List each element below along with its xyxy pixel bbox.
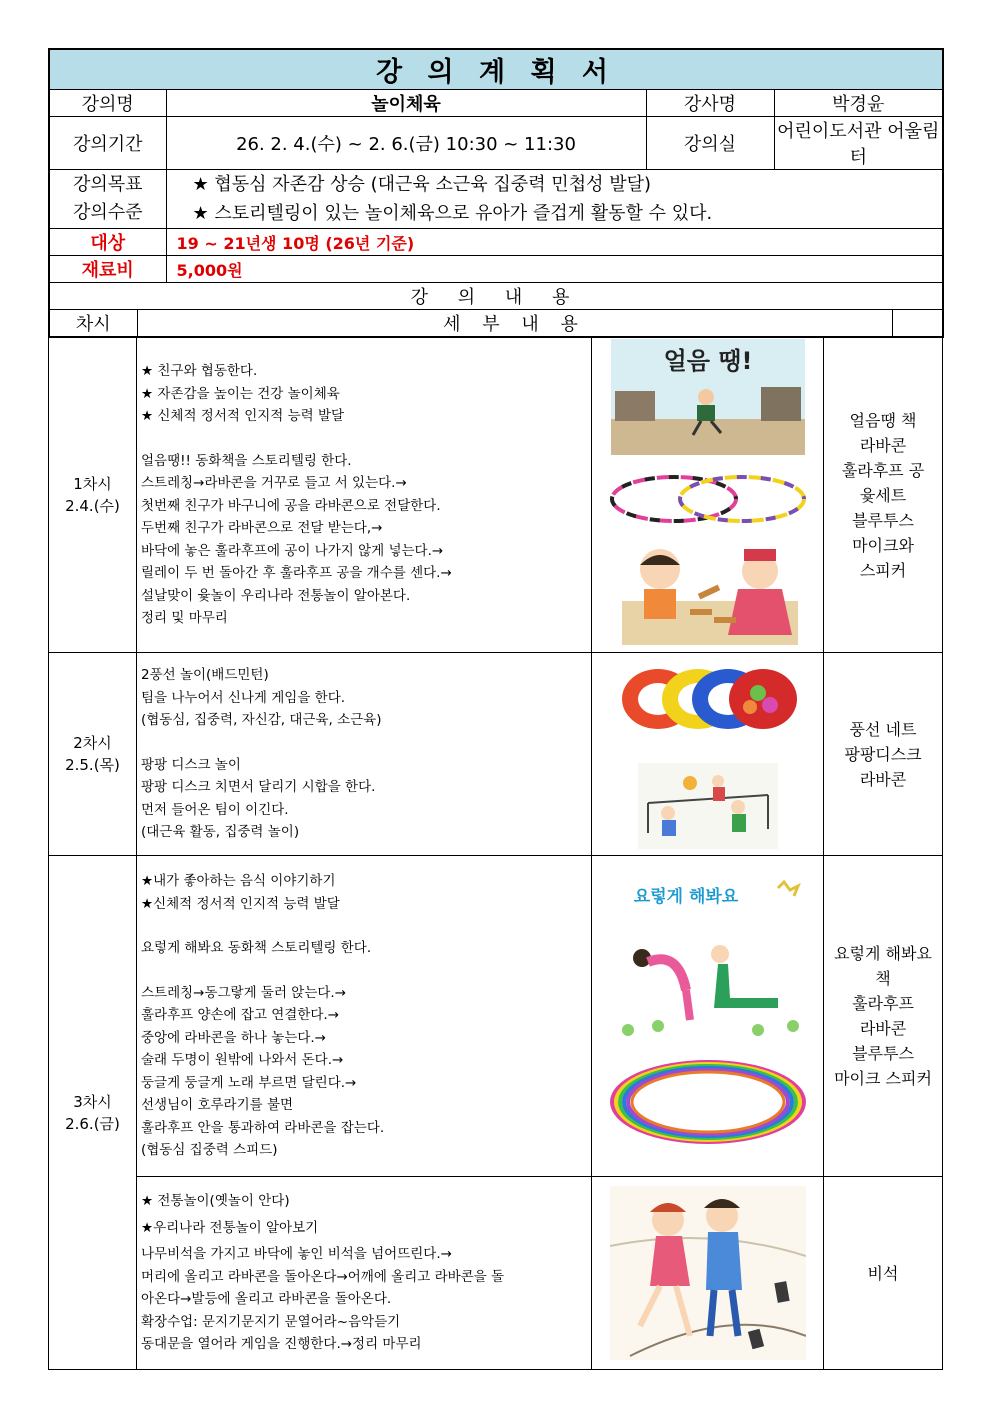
period-value: 26. 2. 4.(수) ~ 2. 6.(금) 10:30 ~ 11:30 bbox=[166, 117, 646, 170]
goal-level-labels bbox=[49, 170, 166, 229]
detail-line: 설날맞이 윷놀이 우리나라 전통놀이 알아본다. bbox=[141, 587, 411, 604]
lecture-plan-sheet bbox=[48, 48, 942, 1353]
detail-line: 두번째 친구가 라바콘으로 전달 받는다,→ bbox=[141, 520, 383, 537]
detail-line: 먼저 들어온 팀이 이긴다. bbox=[141, 801, 289, 818]
detail-line: 술래 두명이 원밖에 나와서 돈다.→ bbox=[141, 1052, 344, 1069]
detail-line: ★ 친구와 협동한다. bbox=[141, 363, 258, 380]
course-value: 놀이체육 bbox=[166, 90, 646, 117]
hula-hoops-image bbox=[608, 469, 808, 529]
detail-line: ★내가 좋아하는 음식 이야기하기 bbox=[141, 873, 336, 890]
room-value: 어린이도서관 어울림터 bbox=[774, 117, 943, 170]
prep-item: 책 bbox=[875, 969, 891, 988]
session-2-cell bbox=[49, 653, 137, 856]
rainbow-hoops-image bbox=[608, 1052, 808, 1152]
disk-game-image bbox=[638, 763, 778, 849]
prep-item: 요렇게 해봐요 bbox=[834, 944, 932, 963]
book-title-3: 요렇게 해봐요 bbox=[633, 887, 738, 907]
session-1-date: 2.4.(수) bbox=[65, 497, 120, 515]
session-3-prep bbox=[824, 856, 943, 1177]
prep-item: 마이크 스피커 bbox=[834, 1069, 932, 1088]
prep-item: 라바콘 bbox=[859, 1019, 907, 1038]
session-1-images bbox=[592, 338, 824, 653]
book-cover-do-it-like-this bbox=[608, 880, 808, 1040]
detail-line: ★우리나라 전통놀이 알아보기 bbox=[141, 1219, 319, 1236]
col-session-header: 차시 bbox=[49, 310, 137, 338]
level-value: ★ 스토리텔링이 있는 놀이체육으로 유아가 즐겁게 활동할 수 있다. bbox=[192, 203, 713, 224]
session-1-detail bbox=[137, 338, 592, 653]
session-3-extra-image bbox=[592, 1177, 824, 1370]
session-3-extra-prep: 비석 bbox=[824, 1177, 943, 1370]
session-1-label: 1차시 bbox=[73, 475, 112, 493]
session-2-images bbox=[592, 653, 824, 856]
detail-line: (협동심 집중력 스피드) bbox=[141, 1142, 278, 1159]
detail-line: ★ 신체적 정서적 인지적 능력 발달 bbox=[141, 408, 345, 425]
detail-line: ★ 자존감을 높이는 건강 놀이체육 bbox=[141, 385, 340, 402]
fee-label: 재료비 bbox=[49, 256, 166, 283]
detail-line: 릴레이 두 번 돌아간 후 훌라후프 공을 개수를 센다.→ bbox=[141, 565, 452, 582]
goal-label: 강의목표 bbox=[72, 174, 143, 195]
session-table bbox=[48, 337, 943, 1370]
detail-line: 아온다→발등에 올리고 라바콘을 돌아온다. bbox=[141, 1291, 392, 1308]
target-value: 19 ~ 21년생 10명 (26년 기준) bbox=[166, 229, 943, 256]
lecture-plan-table bbox=[48, 48, 944, 338]
detail-line: 훌라후프 양손에 잡고 연결한다.→ bbox=[141, 1007, 340, 1024]
detail-line: (협동심, 집중력, 자신감, 대근육, 소근육) bbox=[141, 712, 382, 729]
book-cover-freeze-tag bbox=[611, 339, 805, 455]
prep-item: 윷세트 bbox=[859, 485, 907, 505]
session-3-label: 3차시 bbox=[73, 1092, 112, 1111]
room-label: 강의실 bbox=[646, 117, 774, 170]
prep-item: 팡팡디스크 bbox=[844, 744, 922, 764]
level-label: 강의수준 bbox=[72, 202, 143, 223]
target-label: 대상 bbox=[49, 229, 166, 256]
detail-line: 2풍선 놀이(배드민턴) bbox=[141, 667, 269, 684]
period-label: 강의기간 bbox=[49, 117, 166, 170]
detail-line: 중앙에 라바콘을 하나 놓는다.→ bbox=[141, 1029, 326, 1046]
prep-item: 라바콘 bbox=[859, 769, 907, 789]
course-label: 강의명 bbox=[49, 90, 166, 117]
prep-item: 풍선 네트 bbox=[849, 719, 917, 739]
detail-line: (대근육 활동, 집중력 놀이) bbox=[141, 824, 300, 841]
detail-line: 확장수업: 문지기문지기 문열어라~음악듣기 bbox=[141, 1313, 401, 1330]
content-heading: 강 의 내 용 bbox=[49, 283, 943, 310]
prep-item: 라바콘 bbox=[859, 435, 907, 455]
balloon-net-image bbox=[618, 659, 798, 739]
detail-line: 머리에 올리고 라바콘을 돌아온다→어깨에 올리고 라바콘을 돌 bbox=[141, 1268, 505, 1285]
detail-line: ★신체적 정서적 인지적 능력 발달 bbox=[141, 895, 340, 912]
detail-line: 동대문을 열어라 게임을 진행한다.→정리 마무리 bbox=[141, 1336, 422, 1353]
detail-line: 스트레칭→라바콘을 거꾸로 들고 서 있는다.→ bbox=[141, 475, 407, 492]
detail-line: 요렇게 해봐요 동화책 스토리텔링 한다. bbox=[141, 940, 372, 957]
instructor-value: 박경윤 bbox=[774, 90, 943, 117]
session-2-prep bbox=[824, 653, 943, 856]
session-2-detail bbox=[137, 653, 592, 856]
detail-line: 바닥에 놓은 훌라후프에 공이 나가지 않게 넣는다.→ bbox=[141, 542, 444, 559]
session-3-cell bbox=[49, 856, 137, 1370]
detail-line: 팡팡 디스크 치면서 달리기 시합을 한다. bbox=[141, 779, 376, 796]
detail-line: 첫번째 친구가 바구니에 공을 라바콘으로 전달한다. bbox=[141, 497, 441, 514]
session-2-label: 2차시 bbox=[73, 734, 112, 752]
session-3-images bbox=[592, 856, 824, 1177]
prep-item: 훌라후프 공 bbox=[841, 460, 925, 480]
session-2-date: 2.5.(목) bbox=[65, 756, 120, 774]
session-1-cell bbox=[49, 338, 137, 653]
session-3-extra-detail bbox=[137, 1177, 592, 1370]
prep-item: 훌라후프 bbox=[852, 994, 914, 1013]
session-1-prep bbox=[824, 338, 943, 653]
detail-line: 스트레칭→동그랗게 둘러 앉는다.→ bbox=[141, 984, 347, 1001]
book-title-1: 얼음 땡! bbox=[663, 347, 752, 375]
detail-line: 훌라후프 안을 통과하여 라바콘을 잡는다. bbox=[141, 1119, 385, 1136]
detail-line: 선생님이 호루라기를 불면 bbox=[141, 1097, 294, 1114]
prep-item: 블루투스 bbox=[852, 510, 914, 530]
prep-item: 얼음땡 책 bbox=[849, 410, 917, 430]
session-3-detail bbox=[137, 856, 592, 1177]
session-3-date: 2.6.(금) bbox=[65, 1114, 120, 1133]
prep-item: 블루투스 bbox=[852, 1044, 914, 1063]
instructor-label: 강사명 bbox=[646, 90, 774, 117]
detail-line: 팡팡 디스크 놀이 bbox=[141, 756, 241, 773]
detail-line: 정리 및 마무리 bbox=[141, 610, 228, 627]
fee-value: 5,000원 bbox=[166, 256, 943, 283]
detail-line: ★ 전통놀이(옛놀이 안다) bbox=[141, 1193, 290, 1210]
detail-line: 얼음땡!! 동화책을 스토리텔링 한다. bbox=[141, 452, 352, 469]
col-detail-header: 세 부 내 용 bbox=[137, 310, 892, 338]
prep-item: 마이크와 bbox=[852, 535, 914, 555]
detail-line: 나무비석을 가지고 바닥에 놓인 비석을 넘어뜨린다.→ bbox=[141, 1246, 452, 1263]
goal-level-values bbox=[166, 170, 943, 229]
yut-game-image bbox=[610, 539, 806, 651]
goal-value: ★ 협동심 자존감 상승 (대근육 소근육 집중력 민첩성 발달) bbox=[192, 174, 651, 195]
stone-game-image bbox=[610, 1186, 806, 1360]
prep-item: 스피커 bbox=[859, 560, 907, 580]
detail-line: 둥글게 둥글게 노래 부르면 달린다.→ bbox=[141, 1074, 357, 1091]
detail-line: 팀을 나누어서 신나게 게임을 한다. bbox=[141, 689, 346, 706]
document-title: 강 의 계 획 서 bbox=[49, 49, 943, 90]
